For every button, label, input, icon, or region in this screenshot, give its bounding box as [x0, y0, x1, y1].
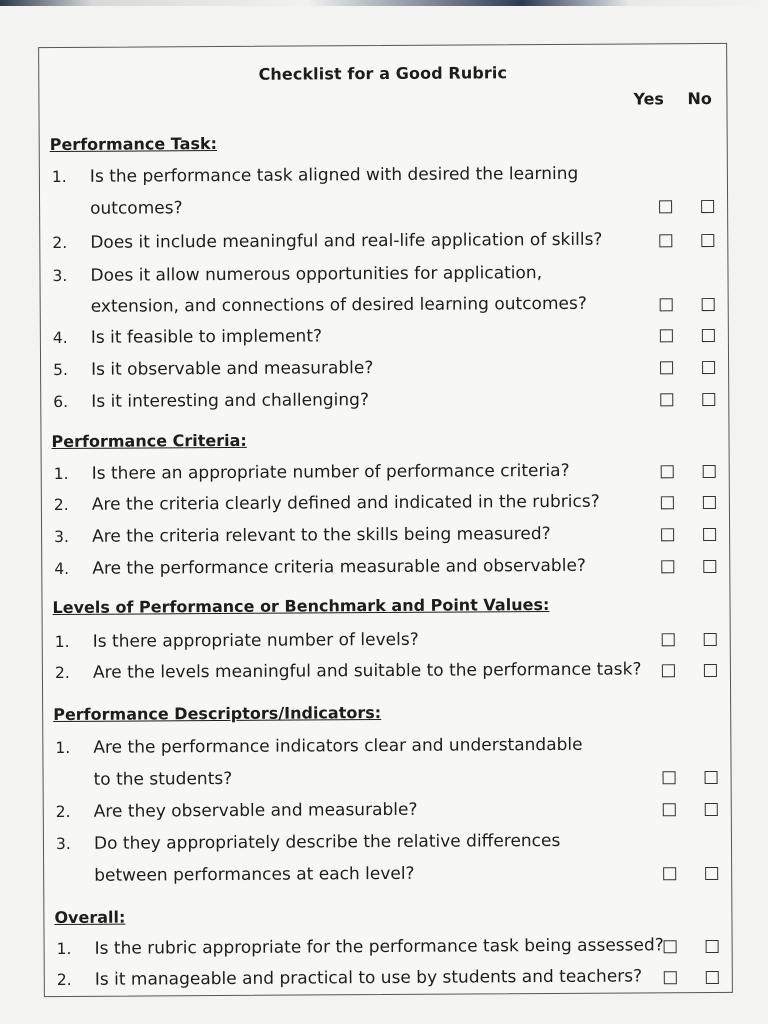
no-checkbox[interactable] — [702, 298, 715, 311]
question-text: Does it allow numerous opportunities for application, — [90, 263, 543, 286]
item-number: 2. — [56, 970, 72, 990]
no-checkbox[interactable] — [703, 465, 716, 478]
page-title: Checklist for a Good Rubric — [258, 63, 508, 84]
question-text: Is it manageable and practical to use by students and teachers? — [94, 966, 643, 990]
item-number: 3. — [54, 527, 69, 547]
item-number: 4. — [54, 559, 70, 579]
section-heading: Performance Descriptors/Indicators: — [53, 703, 382, 725]
item-number: 1. — [54, 632, 70, 652]
yes-checkbox[interactable] — [661, 560, 674, 573]
question-text: Is it observable and measurable? — [91, 358, 374, 380]
no-column-header: No — [687, 88, 712, 109]
question-text: Is it feasible to implement? — [90, 326, 323, 348]
question-text: Do they appropriately describe the relative differences — [93, 830, 561, 854]
yes-column-header: Yes — [633, 89, 664, 109]
item-number: 3. — [55, 834, 71, 854]
section-heading: Performance Criteria: — [51, 430, 247, 452]
yes-checkbox[interactable] — [664, 971, 677, 984]
question-text: Is the rubric appropriate for the performance task being assessed? — [94, 935, 664, 959]
question-text: Is the performance task aligned with desired the learning — [89, 163, 579, 187]
no-checkbox[interactable] — [703, 496, 716, 509]
section-heading: Performance Task: — [49, 134, 218, 155]
question-text: to the students? — [93, 768, 233, 790]
no-checkbox[interactable] — [701, 234, 714, 247]
section-heading: Overall: — [54, 907, 126, 928]
no-checkbox[interactable] — [706, 940, 719, 953]
no-checkbox[interactable] — [705, 771, 718, 784]
question-text: Does it include meaningful and real-life application of skills? — [90, 229, 603, 253]
yes-checkbox[interactable] — [660, 329, 673, 342]
checklist-sheet — [38, 43, 733, 997]
yes-checkbox[interactable] — [660, 298, 673, 311]
yes-checkbox[interactable] — [662, 633, 675, 646]
item-number: 5. — [53, 360, 68, 380]
question-text: Are they observable and measurable? — [93, 799, 418, 822]
no-checkbox[interactable] — [703, 560, 716, 573]
no-checkbox[interactable] — [702, 393, 715, 406]
yes-checkbox[interactable] — [663, 771, 676, 784]
question-text: Is there an appropriate number of performance criteria? — [91, 460, 570, 484]
yes-checkbox[interactable] — [664, 940, 677, 953]
question-text: Are the performance criteria measurable and observable? — [92, 555, 586, 579]
item-number: 2. — [52, 233, 68, 253]
question-text: Are the criteria relevant to the skills being measured? — [92, 523, 551, 547]
item-number: 1. — [53, 464, 69, 484]
no-checkbox[interactable] — [704, 664, 717, 677]
no-checkbox[interactable] — [705, 867, 718, 880]
question-text: Is there appropriate number of levels? — [92, 629, 419, 652]
yes-checkbox[interactable] — [663, 803, 676, 816]
no-checkbox[interactable] — [702, 329, 715, 342]
question-text: extension, and connections of desired learning outcomes? — [90, 293, 587, 317]
no-checkbox[interactable] — [704, 633, 717, 646]
no-checkbox[interactable] — [701, 200, 714, 213]
yes-checkbox[interactable] — [659, 200, 672, 213]
yes-checkbox[interactable] — [659, 234, 672, 247]
item-number: 2. — [55, 802, 71, 822]
yes-checkbox[interactable] — [660, 361, 673, 374]
item-number: 1. — [51, 167, 67, 187]
question-text: Are the criteria clearly defined and indicated in the rubrics? — [91, 491, 600, 515]
photo-top-edge — [0, 0, 768, 6]
question-text: Are the performance indicators clear and understandable — [93, 734, 583, 758]
question-text: Are the levels meaningful and suitable to the performance task? — [92, 659, 642, 683]
item-number: 3. — [52, 266, 68, 286]
no-checkbox[interactable] — [705, 803, 718, 816]
question-text: between performances at each level? — [94, 863, 415, 886]
item-number: 2. — [54, 663, 70, 683]
item-number: 2. — [53, 495, 69, 515]
yes-checkbox[interactable] — [663, 867, 676, 880]
item-number: 6. — [53, 392, 69, 412]
no-checkbox[interactable] — [706, 971, 719, 984]
item-number: 1. — [55, 738, 71, 758]
yes-checkbox[interactable] — [661, 465, 674, 478]
question-text: Is it interesting and challenging? — [91, 390, 370, 412]
no-checkbox[interactable] — [702, 361, 715, 374]
yes-checkbox[interactable] — [661, 496, 674, 509]
section-heading: Levels of Performance or Benchmark and Point Values: — [52, 595, 550, 618]
item-number: 4. — [52, 328, 68, 348]
yes-checkbox[interactable] — [662, 664, 675, 677]
no-checkbox[interactable] — [703, 528, 716, 541]
yes-checkbox[interactable] — [660, 393, 673, 406]
question-text: outcomes? — [90, 198, 183, 219]
yes-checkbox[interactable] — [661, 528, 674, 541]
item-number: 1. — [56, 939, 72, 959]
